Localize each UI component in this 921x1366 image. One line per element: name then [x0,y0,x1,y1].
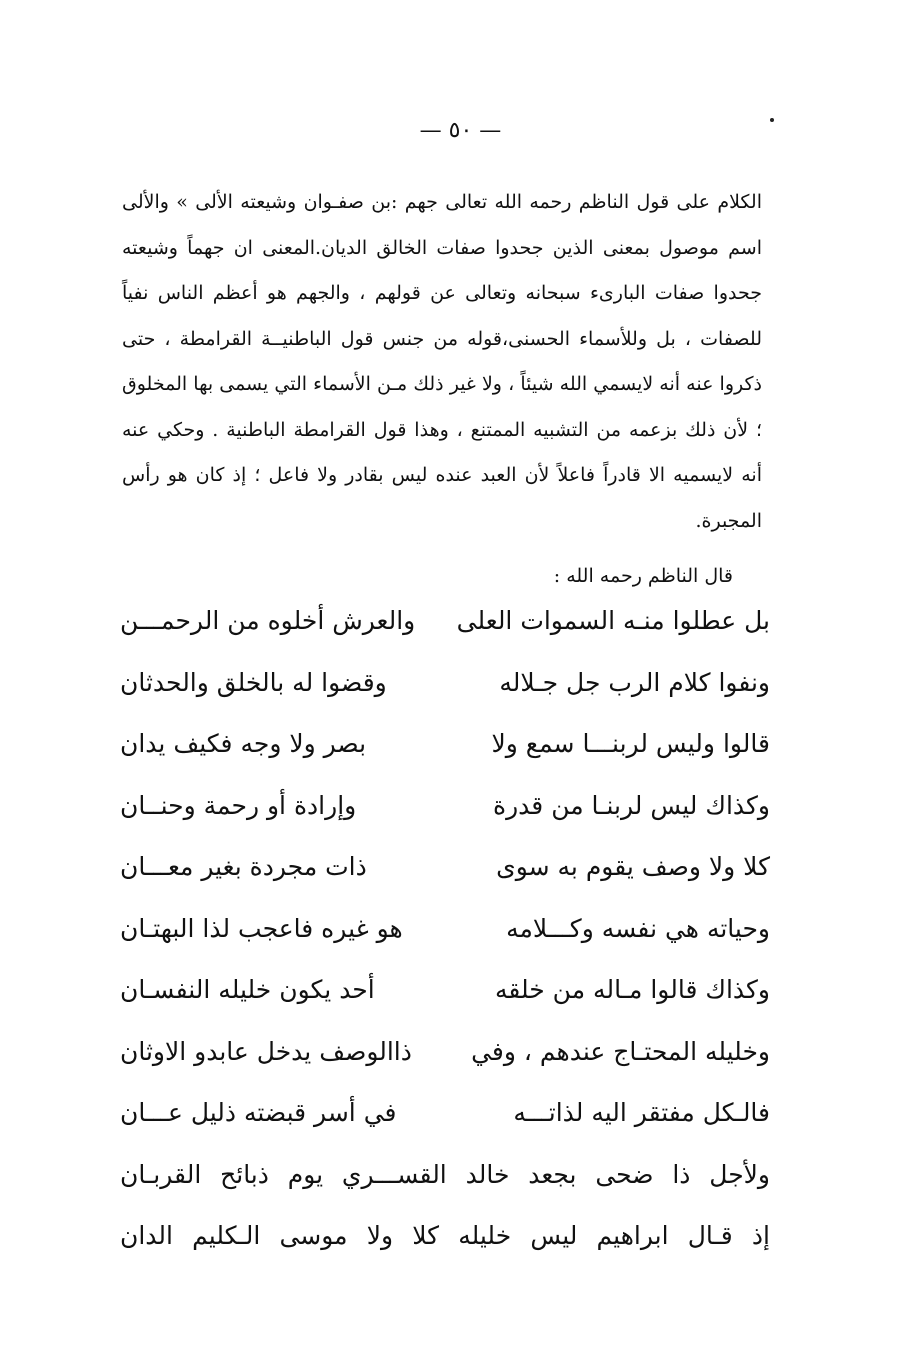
verse-second-hemistich: ذات مجردة بغير معـــان [120,852,367,881]
verse-first-hemistich: وخليله المحتـاج عندهم ، وفي [471,1036,770,1066]
verse-second-hemistich: بصر ولا وجه فكيف يدان [120,729,367,758]
verse-first-hemistich: فالـكل مفتقر اليه لذاتـــه [513,1098,770,1127]
page-number: — ٥٠ — [419,118,502,143]
verse [120,600,770,662]
verse-first-hemistich: بل عطلوا منـه السموات العلى [456,606,770,635]
verse-line: إذ قـال ابراهيم ليس خليله كلا ولا موسى الـكليم الدان [120,1221,770,1250]
commentary-paragraph [122,180,762,544]
verse [120,846,770,908]
commentary-text: الكلام على قول الناظم رحمه الله تعالى جهم :بن صفـوان وشيعته الألى » والألى اسم موصول بمعنى الذين جحدوا صفات الخالق الديان.المعنى ان جهماً وشيعته جحدوا صفات البارىء سبحانه وتعالى عن قولهم ، والجهم هو أعظم الناس نفياً للصفات ، بل وللأسماء الحسنى،قوله من جنس قول الباطنيــة القرامطة ، حتى ذكروا عنه أنه لايسمي الله شيئاً ، ولا غير ذلك مـن الأسماء التي يسمى بها المخلوق ؛ لأن ذلك بزعمه من التشبيه الممتنع ، وهذا قول القرامطة الباطنية . وحكي عنه أنه لايسميه الا قادراً فاعلاً لأن العبد عنده ليس بقادر ولا فاعل ؛ إذ كان هو رأس المجبرة. [122,191,762,532]
verse-second-hemistich: وإرادة أو رحمة وحنــان [120,790,357,820]
verse-second-hemistich: والعرش أخلوه من الرحمـــن [120,606,416,635]
verse-first-hemistich: وحياته هي نفسه وكـــلامه [506,913,770,943]
verse [120,969,770,1031]
verse-full-line [120,1215,770,1277]
poem-intro: قال الناظم رحمه الله : [553,565,733,587]
verse-first-hemistich: ونفوا كلام الرب جل جـلاله [499,667,770,697]
verse-full-line [120,1154,770,1216]
verse-second-hemistich: في أسر قبضته ذليل عـــان [120,1098,397,1127]
verse [120,1031,770,1093]
verse [120,785,770,847]
verse [120,908,770,970]
verse-line: ولأجل ذا ضحى بجعد خالد القســـري يوم ذبائح القربـان [120,1159,770,1189]
verse-first-hemistich: وكذاك ليس لربنـا من قدرة [493,790,770,820]
poem [120,600,770,1277]
verse-second-hemistich: ذاالوصف يدخل عابدو الاوثان [120,1036,412,1066]
verse-second-hemistich: وقضوا له بالخلق والحدثان [120,667,387,697]
verse [120,1092,770,1154]
verse-first-hemistich: قالوا وليس لربنـــا سمع ولا [491,729,770,758]
verse [120,662,770,724]
verse [120,723,770,785]
verse-second-hemistich: هو غيره فاعجب لذا البهتـان [120,913,403,943]
verse-first-hemistich: كلا ولا وصف يقوم به سوى [496,852,770,881]
verse-second-hemistich: أحد يكون خليله النفسـان [120,975,375,1004]
verse-first-hemistich: وكذاك قالوا مـاله من خلقه [494,975,770,1004]
